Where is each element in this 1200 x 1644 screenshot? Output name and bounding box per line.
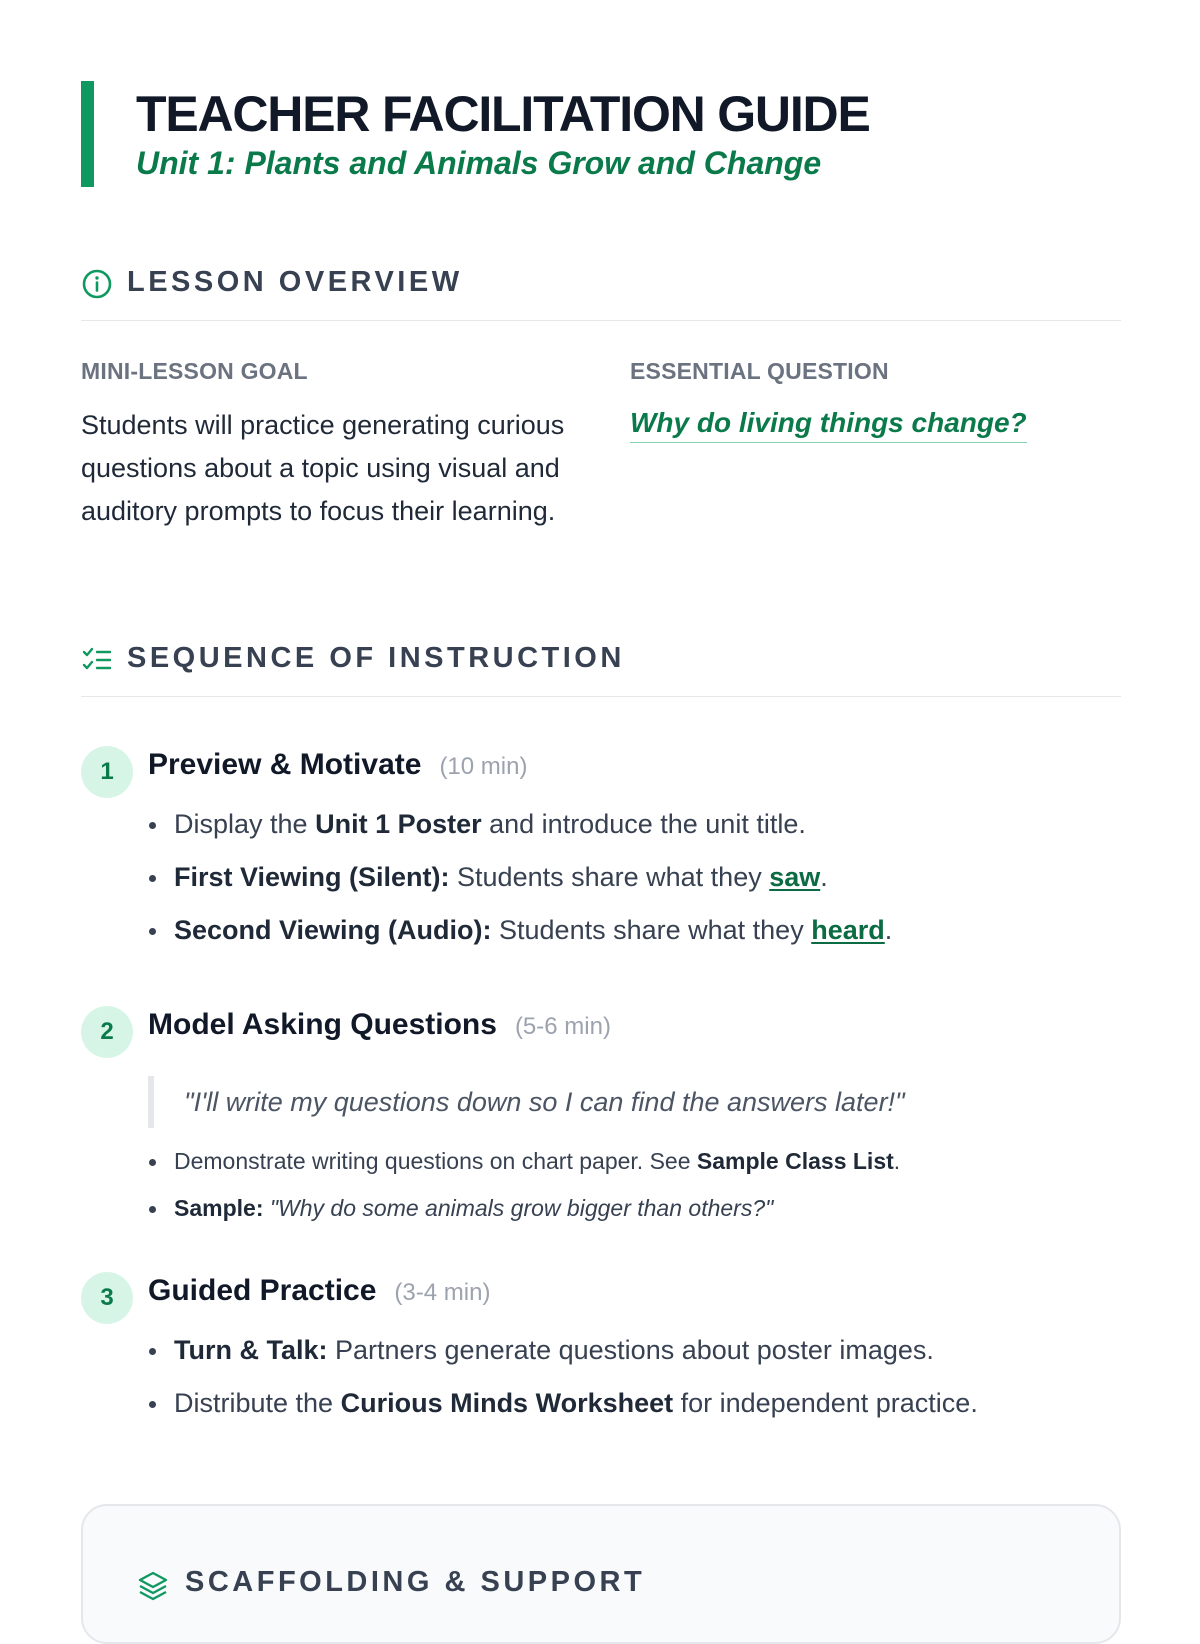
resource-name: Unit 1 Poster [315, 809, 482, 839]
step-1 [81, 746, 1121, 956]
step-title [148, 1274, 490, 1308]
list-item: Second Viewing (Audio): Students share what they heard. [174, 904, 892, 957]
list-item: Sample: "Why do some animals grow bigger than others?" [174, 1185, 900, 1232]
resource-name: Sample Class List [696, 1148, 894, 1174]
essential-question-label: ESSENTIAL QUESTION [630, 358, 889, 384]
step-number-badge: 1 [81, 746, 133, 798]
list-item: Display the Unit 1 Poster and introduce the unit title. [174, 798, 892, 851]
step-bullet-list [148, 1324, 978, 1430]
goal-text: Students will practice generating curious questions about a topic using visual and auditory prompts to focus their learning. [81, 410, 565, 526]
step-title-text: Guided Practice [148, 1274, 377, 1307]
step-bullet-list [148, 798, 892, 957]
step-bullet-list [148, 1138, 900, 1232]
step-number-badge: 2 [81, 1006, 133, 1058]
page-title: TEACHER FACILITATION GUIDE [136, 86, 870, 142]
resource-name: Curious Minds Worksheet [340, 1388, 674, 1418]
essential-question-text: Why do living things change? [630, 404, 1027, 443]
header-accent-bar [81, 81, 94, 187]
unit-subtitle: Unit 1: Plants and Animals Grow and Change [136, 145, 822, 181]
scaffolding-card [81, 1504, 1121, 1644]
list-item: First Viewing (Silent): Students share what they saw. [174, 851, 892, 904]
teacher-quote: "I'll write my questions down so I can find the answers later!" [148, 1076, 905, 1128]
info-circle-icon [81, 268, 113, 300]
step-title-text: Model Asking Questions [148, 1008, 497, 1041]
step-3 [81, 1272, 1121, 1432]
sample-question: "Why do some animals grow bigger than others?" [269, 1195, 774, 1221]
checklist-icon [81, 644, 113, 676]
layers-icon [137, 1570, 169, 1602]
guide-header [81, 81, 1121, 187]
lesson-overview-header [81, 264, 1121, 321]
step-title [148, 748, 527, 782]
section-title: LESSON OVERVIEW [127, 266, 463, 298]
section-title: SEQUENCE OF INSTRUCTION [127, 642, 625, 674]
sequence-header [81, 640, 1121, 697]
goal-label: MINI-LESSON GOAL [81, 358, 308, 384]
section-title: SCAFFOLDING & SUPPORT [185, 1566, 646, 1598]
keyword-saw: saw [769, 862, 821, 892]
step-duration: (5-6 min) [514, 1013, 611, 1040]
step-2 [81, 1006, 1121, 1226]
list-item: Distribute the Curious Minds Worksheet for independent practice. [174, 1377, 978, 1430]
step-duration: (3-4 min) [394, 1279, 491, 1306]
step-title-text: Preview & Motivate [148, 748, 422, 781]
step-title [148, 1008, 611, 1042]
list-item: Demonstrate writing questions on chart paper. See Sample Class List. [174, 1138, 900, 1185]
list-item: Turn & Talk: Partners generate questions about poster images. [174, 1324, 978, 1377]
step-duration: (10 min) [439, 753, 528, 780]
keyword-heard: heard [811, 915, 885, 945]
step-number-badge: 3 [81, 1272, 133, 1324]
